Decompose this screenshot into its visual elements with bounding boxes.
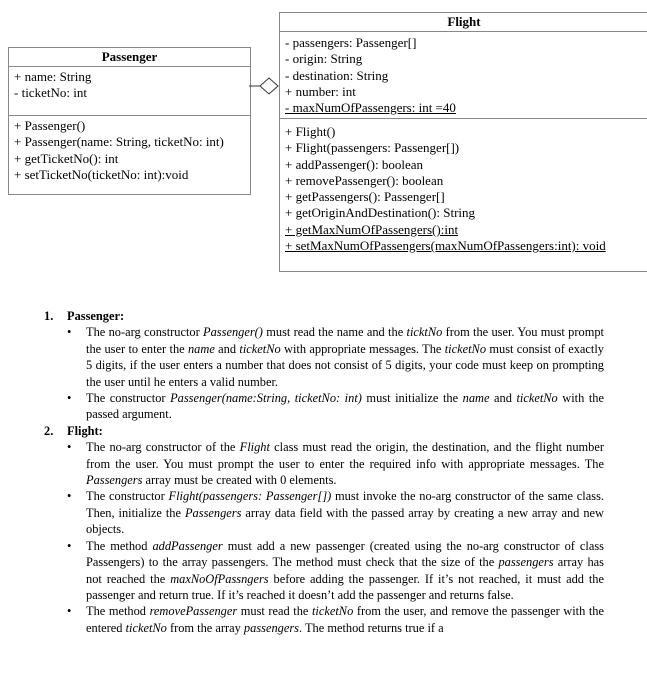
text-run: from the user. You must prompt the user to enter the [86, 325, 604, 356]
flight-operation: + getPassengers(): Passenger[] [285, 189, 445, 205]
bullet-icon: • [67, 538, 72, 553]
section-title: Passenger: [67, 309, 125, 323]
italic-term: Passenger(name:String, ticketNo: int) [170, 391, 362, 406]
text-run: must initialize the [361, 391, 463, 406]
text-run: The constructor [86, 391, 171, 406]
italic-term: removePassenger [149, 604, 238, 619]
passenger-class-name: Passenger [9, 48, 250, 67]
text-run: The method [86, 604, 150, 619]
section-heading-flight [44, 423, 604, 439]
text-run: array must be created with 0 elements. [142, 473, 337, 488]
passenger-attribute: - ticketNo: int [14, 85, 87, 101]
flight-static-operation: + getMaxNumOfPassengers():int [285, 221, 459, 237]
text-run: The constructor [86, 489, 169, 504]
italic-term: ticketNo [516, 391, 558, 406]
requirement-item [67, 390, 604, 423]
italic-term: ticktNo [406, 325, 443, 340]
passenger-operations [9, 115, 250, 185]
italic-term: Passengers [184, 505, 242, 520]
flight-attribute: - destination: String [285, 67, 389, 83]
section-number: 1. [44, 309, 54, 323]
aggregation-diamond-icon [260, 78, 278, 94]
text-run: must consist of exactly 5 digits, if the user enters a number that does not consist of 5 digits, your code must keep on prompting the user until he enters a valid number. [86, 341, 604, 389]
text-run: from the user, and remove the passenger with the entered [86, 604, 604, 635]
italic-term: name [462, 391, 490, 406]
bullet-icon: • [67, 604, 72, 619]
text-run: and [214, 341, 240, 356]
flight-operation: + Flight(passengers: Passenger[]) [285, 140, 460, 156]
flight-attributes [280, 32, 647, 118]
italic-term: passengers [498, 555, 554, 570]
flight-operation: + removePassenger(): boolean [285, 172, 444, 188]
passenger-requirements-list [44, 324, 604, 422]
requirement-text [86, 391, 604, 421]
italic-term: name [187, 341, 215, 356]
flight-static-operation: + setMaxNumOfPassengers(maxNumOfPassengers:int): void [285, 238, 606, 254]
text-run: array has not reached the [86, 555, 604, 586]
italic-term: Flight [239, 440, 270, 455]
text-run: . The method returns true if a [299, 620, 444, 635]
flight-operation: + getOriginAndDestination(): String [285, 205, 476, 221]
text-run: The no-arg constructor of the [86, 440, 240, 455]
flight-attribute: - passengers: Passenger[] [285, 35, 417, 50]
text-run: array data field with the passed array by creating a new array and new objects. [86, 505, 604, 537]
section-heading-passenger [44, 308, 604, 324]
requirements-text [44, 308, 604, 636]
italic-term: ticketNo [125, 620, 167, 635]
italic-term: Passengers [86, 473, 143, 488]
requirement-text [86, 604, 604, 634]
requirement-item [67, 488, 604, 537]
requirement-text [86, 489, 604, 536]
flight-attribute: - origin: String [285, 51, 363, 67]
bullet-icon: • [67, 440, 72, 455]
passenger-operation: + getTicketNo(): int [14, 150, 119, 166]
text-run: The method [86, 538, 153, 553]
requirement-item [67, 603, 604, 636]
italic-term: maxNoOfPassngers [170, 571, 269, 586]
requirement-text [86, 325, 604, 388]
text-run: with appropriate messages. The [280, 341, 445, 356]
bullet-icon: • [67, 325, 72, 340]
italic-term: passengers [243, 620, 299, 635]
text-run: from the array [166, 620, 244, 635]
text-run: must read the name and the [262, 325, 407, 340]
flight-class-box [279, 12, 647, 272]
requirement-item [67, 538, 605, 604]
passenger-class-box [8, 47, 251, 195]
italic-term: ticketNo [444, 341, 487, 356]
requirement-item [67, 324, 604, 390]
flight-static-attribute: - maxNumOfPassengers: int =40 [285, 100, 456, 116]
flight-requirements-list [44, 439, 604, 636]
section-number: 2. [44, 423, 54, 438]
aggregation-connector [249, 76, 279, 96]
italic-term: addPassenger [152, 538, 223, 553]
flight-operations [280, 118, 647, 256]
flight-attribute: + number: int [285, 83, 356, 99]
italic-term: ticketNo [311, 604, 354, 619]
requirement-text [86, 440, 604, 487]
requirement-item [67, 439, 604, 488]
bullet-icon: • [67, 391, 72, 406]
text-run: class must read the origin, the destination, and the flight number from the user. You must prompt the user to enter the required info with appropriate messages. The [86, 440, 604, 471]
passenger-attribute: + name: String [14, 69, 92, 84]
text-run: and [489, 391, 517, 406]
italic-term: Flight(passengers: Passenger[]) [168, 489, 332, 504]
italic-term: Passenger() [203, 325, 263, 340]
text-run: The no-arg constructor [86, 325, 204, 340]
bullet-icon: • [67, 489, 72, 504]
flight-class-name: Flight [280, 13, 647, 32]
flight-operation: + Flight() [285, 124, 336, 139]
text-run: with the passed argument. [86, 391, 604, 422]
passenger-attributes [9, 67, 250, 115]
passenger-operation: + Passenger(name: String, ticketNo: int) [14, 134, 224, 150]
requirement-text [86, 539, 604, 602]
text-run: must read the [237, 604, 312, 619]
text-run: must invoke the no-arg constructor of the same class. Then, initialize the [86, 489, 604, 520]
text-run: must add a new passenger (created using the no-arg constructor of class Passengers) to the array passengers. The method must check that the size of the [86, 538, 605, 570]
flight-operation: + addPassenger(): boolean [285, 156, 424, 172]
text-run: before adding the passenger. If it’s not reached, it must add the passenger and return true. If it’s reached it doesn’t add the passenger and returns false. [86, 571, 605, 602]
passenger-operation: + Passenger() [14, 118, 86, 133]
passenger-operation: + setTicketNo(ticketNo: int):void [14, 166, 189, 182]
section-title: Flight: [67, 423, 103, 438]
italic-term: ticketNo [239, 341, 281, 356]
